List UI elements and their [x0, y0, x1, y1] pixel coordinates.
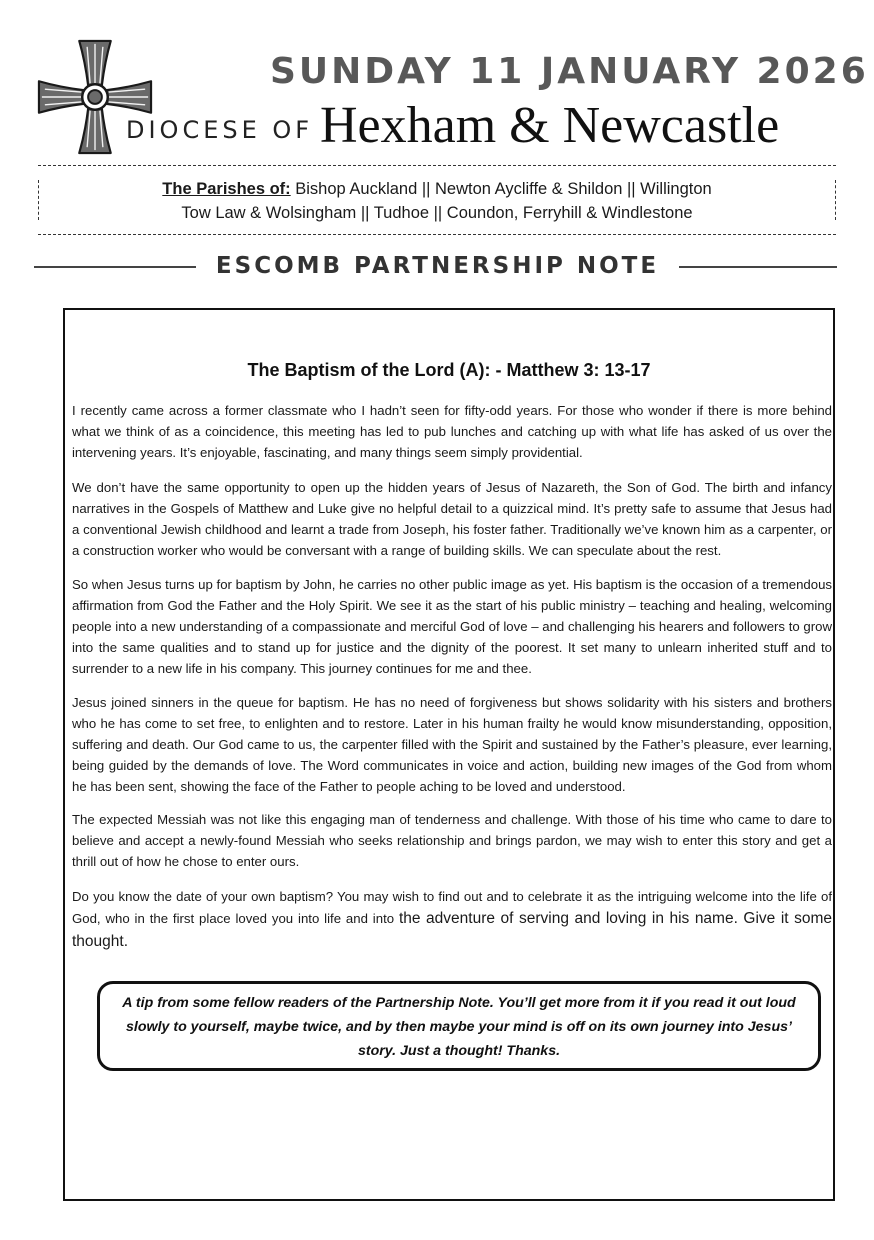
diocese-of-label: DIOCESE OF [126, 116, 314, 144]
article-paragraph: Jesus joined sinners in the queue for baptism. He has no need of forgiveness but shows solidarity with his sisters and brothers who he has come to set free, to enlighten and to restore. Later in his human frailty he would know misunderstanding, opposition, suffering and death. Our God came to us, the carpenter filled with the Spirit and sustained by the Father’s pleasure, ever learning, being guided by the demands of love. The Word communicates in voice and action, building new images of the God from whom he has been sent, showing the face of the Father to people aching to be loved and understood. [72, 695, 832, 794]
parishes-line-1 [38, 178, 836, 200]
final-paragraph-end: the adventure of serving and loving in his name. Give it some thought. [72, 910, 833, 950]
parishes-list-1: Bishop Auckland || Newton Aycliffe & Shildon || Willington [290, 180, 712, 198]
parishes-label: The Parishes of: [162, 180, 291, 198]
parishes-box [38, 165, 836, 235]
article-paragraph-final [72, 886, 832, 953]
article-paragraph: So when Jesus turns up for baptism by John, he carries no other public image as yet. His baptism is the occasion of a tremendous affirmation from God the Father and the Holy Spirit. We see it as the start of his public ministry – teaching and healing, welcoming people into a new understanding of a compassionate and merciful God of love – and challenging his hearers and followers to grow into the same qualities and to stand up for justice and the dignity of the poorest. It set many to unlearn inherited stuff and to surrender to a new life in his company. This journey continues for me and thee. [72, 577, 832, 676]
parishes-line-2: Tow Law & Wolsingham || Tudhoe || Coundon, Ferryhill & Windlestone [181, 204, 693, 222]
final-paragraph-start: Do you know the date of your own baptism? You may wish to find out and to celebrate it as the intriguing welcome into the life of God, who in the first place loved you into life and into [72, 889, 832, 926]
article-title: The Baptism of the Lord (A): - Matthew 3: 13-17 [247, 360, 651, 380]
article-paragraph: The expected Messiah was not like this engaging man of tenderness and challenge. With those of his time who came to dare to believe and accept a newly-found Messiah who seeks relationship and brings pardon, we may wish to enter this story and get a thrill out of how he chose to enter ours. [72, 812, 832, 869]
reading-tip-box: A tip from some fellow readers of the Partnership Note. You’ll get more from it if you read it out loud slowly to yourself, maybe twice, and by then maybe your mind is off on its own journey into Jesus’ story. Just a thought! Thanks. [97, 981, 821, 1071]
heading-rule-left [34, 266, 196, 268]
article-paragraph: We don’t have the same opportunity to open up the hidden years of Jesus of Nazareth, the Son of God. The birth and infancy narratives in the Gospels of Matthew and Luke give no helpful detail to a quizzical mind. It’s pretty safe to assume that Jesus had a conventional Jewish childhood and learnt a trade from Joseph, his foster father. Traditionally we’ve known him as a carpenter, or a construction worker who would be conversant with a range of building skills. We can speculate about the rest. [72, 480, 832, 558]
heading-rule-right [679, 266, 837, 268]
issue-date: SUNDAY 11 JANUARY 2026 [270, 51, 869, 92]
article-paragraph: I recently came across a former classmate who I hadn’t seen for fifty-odd years. For those who wonder if there is more behind what we think of as a coincidence, this meeting has led to pub lunches and catching up with what life has asked of us over the intervening years. It’s enjoyable, fascinating, and many things seem simply providential. [72, 403, 832, 460]
article-box [63, 308, 835, 1201]
note-heading: ESCOMB PARTNERSHIP NOTE [215, 253, 660, 279]
diocese-name: Hexham & Newcastle [320, 97, 780, 154]
